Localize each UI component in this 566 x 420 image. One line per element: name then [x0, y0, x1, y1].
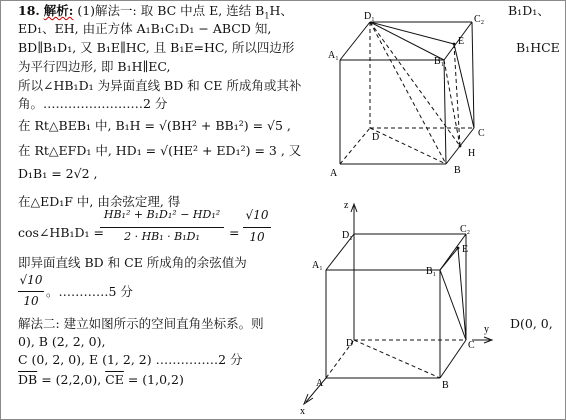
fig2-label-b1: B₁: [426, 266, 437, 277]
fig2-label-d1: D₁: [342, 230, 353, 241]
fig1-label-d: D: [372, 132, 380, 143]
cube-figure-1: [326, 10, 506, 182]
fig1-label-d1: D₁: [364, 11, 375, 22]
method1-line-6: 角。……………………2 分: [18, 96, 168, 111]
right-fragment-3: D(0, 0,: [510, 316, 553, 331]
fig2-label-b: B: [442, 380, 449, 391]
method1-line-2: ED₁、EH, 由正方体 A₁B₁C₁D₁ − ABCD 知,: [18, 21, 272, 36]
method2-line-4: [18, 372, 184, 388]
cos-numerator: HB₁² + B₁D₁² − HD₁²: [103, 208, 221, 221]
fig2-label-c: C: [468, 340, 475, 351]
cos-equals: =: [229, 225, 240, 240]
answer-denominator: 10: [23, 294, 39, 308]
method2-line-1: 解法二: 建立如图所示的空间直角坐标系。则: [18, 316, 264, 331]
fig1-label-e: E: [458, 36, 465, 47]
right-fragment-2: B₁HCE: [516, 40, 560, 55]
fig1-label-a1: A₁: [328, 50, 339, 61]
fig1-label-h: H: [468, 148, 476, 159]
cos-lhs: cos∠HB₁D₁ =: [18, 225, 104, 240]
method1-line-9: D₁B₁ = 2√2 ,: [18, 166, 98, 181]
method1-intro: (1)解法一: 取 BC 中点 E, 连结 B: [77, 3, 265, 18]
method1-line-7: 在 Rt△BEB₁ 中, B₁H = √(BH² + BB₁²) = √5 ,: [18, 118, 291, 133]
fig2-label-a1: A₁: [312, 260, 323, 271]
right-fragment-1: B₁D₁、: [508, 3, 550, 18]
vector-db-value: = (2,2,0),: [37, 372, 106, 387]
fig2-label-y: y: [484, 324, 489, 335]
answer-numerator: √10: [19, 273, 43, 287]
fig1-label-c: C: [478, 128, 485, 139]
method2-line-3: C (0, 2, 0), E (1, 2, 2) ……………2 分: [18, 352, 243, 367]
fig2-label-d: D: [346, 338, 354, 349]
method1-line-10: 在△ED₁F 中, 由余弦定理, 得: [18, 194, 181, 209]
answer-tail: 。…………5 分: [46, 284, 133, 299]
problem-number: 18.: [18, 3, 40, 18]
fig2-label-z: z: [344, 200, 349, 211]
cos-result-bar: [243, 227, 271, 228]
method1-line-11: 即异面直线 BD 和 CE 所成角的余弦值为: [18, 255, 247, 270]
vector-ce: $\overline{CE}$: [105, 372, 124, 387]
cos-result-numerator: √10: [245, 208, 269, 222]
fig2-label-a: A: [316, 378, 324, 389]
cos-fraction-bar: [100, 227, 224, 228]
fig2-label-x: x: [300, 406, 305, 417]
fig2-label-c1: C₂: [460, 224, 471, 235]
fig1-label-b: B: [454, 165, 461, 176]
method1-l1-tail: H、: [269, 3, 293, 18]
cos-result-denominator: 10: [249, 230, 265, 244]
vector-ce-value: = (1,0,2): [123, 372, 184, 387]
analysis-heading: 解析:: [43, 3, 74, 18]
method1-line-5: 所以∠HB₁D₁ 为异面直线 BD 和 CE 所成角或其补: [18, 78, 302, 93]
method2-line-2: 0), B (2, 2, 0),: [18, 334, 106, 349]
cos-denominator: 2 · HB₁ · B₁D₁: [124, 230, 200, 243]
vector-db: $\overline{DB}$: [18, 372, 38, 387]
answer-bar: [18, 291, 44, 292]
cube-figure-2: [300, 196, 506, 418]
method1-line-8: 在 Rt△EFD₁ 中, HD₁ = √(HE² + ED₁²) = 3 , 又: [18, 143, 302, 158]
fig1-label-b1: B₁: [434, 56, 445, 67]
fig1-label-c1: C₂: [474, 14, 485, 25]
method1-line-1: 18. 解析: (1)解法一: 取 BC 中点 E, 连结 $B_1H$、: [18, 3, 293, 21]
fig1-label-a: A: [330, 168, 338, 179]
method1-line-4: 为平行四边形, 即 B₁H∥EC,: [18, 59, 171, 74]
fig2-label-e: E: [462, 244, 469, 255]
method1-line-3: BD∥B₁D₁, 又 B₁E∥HC, 且 B₁E=HC, 所以四边形: [18, 40, 295, 55]
